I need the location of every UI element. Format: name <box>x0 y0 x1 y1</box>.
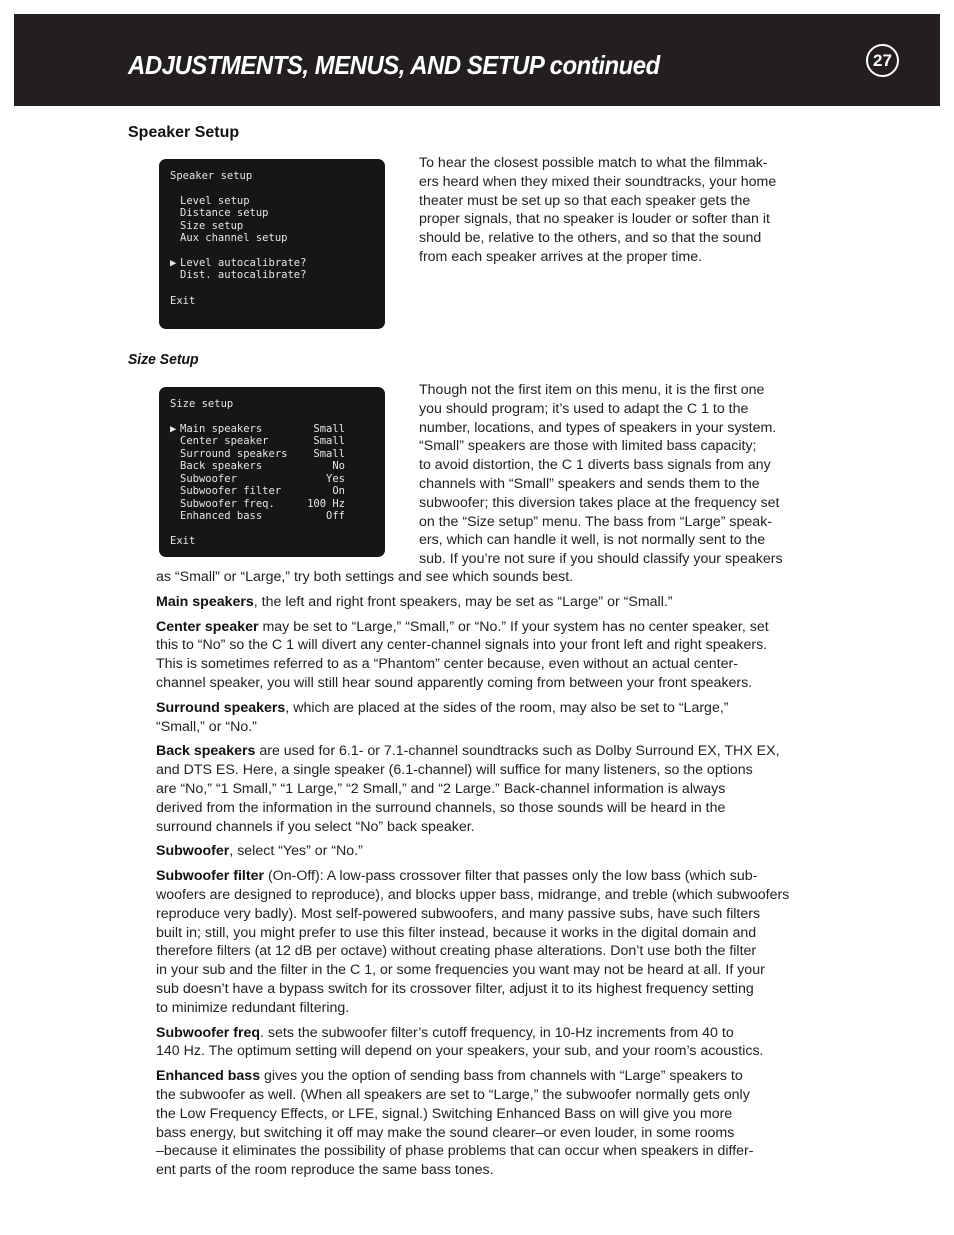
text-line: sub. If you’re not sure if you should classify your speakers <box>419 551 783 568</box>
text-line: , the left and right front speakers, may be set as “Large” or “Small.” <box>253 593 673 610</box>
text-line: gives you the option of sending bass from channels with “Large” speakers to <box>260 1068 743 1085</box>
text-line: 140 Hz. The optimum setting will depend on your speakers, your sub, and your room’s acoustics. <box>156 1043 764 1060</box>
back-speakers-paragraph <box>156 742 836 836</box>
size-setup-heading: Size Setup <box>128 351 199 368</box>
term: Enhanced bass <box>156 1068 261 1085</box>
size-setup-body <box>156 568 836 1186</box>
page-header <box>14 14 940 106</box>
speaker-setup-heading: Speaker Setup <box>128 124 240 141</box>
text-line: to avoid distortion, the C 1 diverts bass signals from any <box>419 457 771 474</box>
text-line: number, locations, and types of speakers in your system. <box>419 419 777 436</box>
menu-row-label: Main speakers <box>180 423 263 435</box>
menu-row-label: Subwoofer filter <box>180 485 282 497</box>
text-line: this to “No” so the C 1 will divert any center-channel signals into your front left and right speakers. <box>156 637 768 654</box>
text-line: , which are placed at the sides of the room, may also be set to “Large,” <box>285 699 729 716</box>
main-speakers-paragraph <box>156 593 836 612</box>
text-line: channel speaker, you will still hear sound apparently coming from between your front speakers. <box>156 674 753 691</box>
menu-row-label: Surround speakers <box>180 448 288 460</box>
size-setup-intro <box>419 381 829 569</box>
menu-title: Size setup <box>170 398 234 410</box>
menu-exit: Exit <box>170 295 196 307</box>
text-line: surround channels if you select “No” back speaker. <box>156 818 475 835</box>
text-line: (On-Off): A low-pass crossover filter that passes only the low bass (which sub- <box>264 868 758 885</box>
text-line: are “No,” “1 Small,” “1 Large,” “2 Small,” and “2 Large.” Back-channel information is always <box>156 780 726 797</box>
text-line: “Small,” or “No.” <box>156 718 257 735</box>
menu-row-value: Yes <box>326 473 345 485</box>
menu-item-dist-autocalibrate: Dist. autocalibrate? <box>180 269 307 281</box>
text-line: Though not the first item on this menu, it is the first one <box>419 382 765 398</box>
text-line: in your sub and the filter in the C 1, or some frequencies you want may not be heard at all. If your <box>156 962 765 979</box>
text-line: This is sometimes referred to as a “Phantom” center because, even without an actual center- <box>156 656 738 673</box>
text-line: therefore filters (at 12 dB per octave) without creating phase alterations. Don’t use both the filter <box>156 943 757 960</box>
text-line: sub doesn’t have a bypass switch for its crossover filter, adjust it to its highest frequency setting <box>156 980 754 997</box>
text-line: theater must be set up so that each speaker gets the <box>419 192 751 209</box>
text-line: ers heard when they mixed their soundtracks, your home <box>419 173 777 190</box>
menu-row-value: Off <box>326 510 345 522</box>
text-line: , select “Yes” or “No.” <box>229 843 363 860</box>
subwoofer-freq-paragraph <box>156 1024 836 1062</box>
text-line: woofers are designed to reproduce), and blocks upper bass, midrange, and treble (which subwoofers <box>156 886 790 903</box>
menu-exit: Exit <box>170 535 196 547</box>
text-line: channels with “Small” speakers and sends them to the <box>419 475 760 492</box>
text-line: “Small” speakers are those with limited bass capacity; <box>419 438 757 455</box>
text-line: derived from the information in the surround channels, so those sounds will be heard in the <box>156 799 726 816</box>
page-number-badge: 27 <box>866 44 899 77</box>
text-line: ent parts of the room reproduce the same bass tones. <box>156 1162 494 1179</box>
text-line: –because it eliminates the possibility of phase problems that can occur when speakers in differ- <box>156 1143 754 1160</box>
menu-selection-cursor-icon: ▶ <box>170 257 177 269</box>
text-line: should be, relative to the others, and so that the sound <box>419 230 762 247</box>
page-title: ADJUSTMENTS, MENUS, AND SETUP continued <box>128 50 660 80</box>
menu-row-value: Small <box>313 423 345 435</box>
text-line: you should program; it’s used to adapt the C 1 to the <box>419 400 749 417</box>
term: Center speaker <box>156 618 259 635</box>
size-setup-menu-screen <box>159 387 385 557</box>
text-line: . sets the subwoofer filter’s cutoff frequency, in 10-Hz increments from 40 to <box>260 1024 734 1041</box>
text-line: on the “Size setup” menu. The bass from “Large” speak- <box>419 513 773 530</box>
menu-item-distance-setup: Distance setup <box>180 207 269 219</box>
term: Subwoofer filter <box>156 868 264 885</box>
subwoofer-paragraph <box>156 842 836 861</box>
term: Main speakers <box>156 593 254 610</box>
text-line: proper signals, that no speaker is louder or softer than it <box>419 211 770 228</box>
text-line: and DTS ES. Here, a single speaker (6.1-channel) will suffice for many listeners, so the options <box>156 762 753 779</box>
text-line: from each speaker arrives at the proper time. <box>419 248 703 265</box>
surround-speakers-paragraph <box>156 699 836 737</box>
menu-item-size-setup: Size setup <box>180 220 244 232</box>
menu-row-label: Center speaker <box>180 435 269 447</box>
text-line: are used for 6.1- or 7.1-channel soundtracks such as Dolby Surround EX, THX EX, <box>255 743 780 760</box>
menu-item-aux-channel-setup: Aux channel setup <box>180 232 288 244</box>
menu-item-level-setup: Level setup <box>180 195 250 207</box>
text-line: bass energy, but switching it off may make the sound clearer–or even louder, in some rooms <box>156 1124 735 1141</box>
term: Subwoofer <box>156 843 230 860</box>
speaker-setup-intro <box>419 154 829 267</box>
menu-row-label: Enhanced bass <box>180 510 263 522</box>
term: Back speakers <box>156 743 256 760</box>
text-line: subwoofer; this diversion takes place at the frequency set <box>419 494 780 511</box>
text-line: the Low Frequency Effects, or LFE, signal.) Switching Enhanced Bass on will give you more <box>156 1105 733 1122</box>
menu-selection-cursor-icon: ▶ <box>170 423 177 435</box>
menu-row-label: Subwoofer <box>180 473 237 485</box>
center-speaker-paragraph <box>156 618 836 693</box>
text-line: may be set to “Large,” “Small,” or “No.” If your system has no center speaker, set <box>258 618 769 635</box>
text-line: built in; still, you might prefer to use this filter instead, because it works in the digital domain and <box>156 924 757 941</box>
speaker-setup-menu-screen <box>159 159 385 329</box>
menu-row-value: Small <box>313 435 345 447</box>
enhanced-bass-paragraph <box>156 1067 836 1180</box>
subwoofer-filter-paragraph <box>156 867 836 1017</box>
menu-row-label: Subwoofer freq. <box>180 498 275 510</box>
size-setup-intro-tail <box>156 568 836 587</box>
term: Subwoofer freq <box>156 1024 261 1041</box>
text-line: ers, which can handle it well, is not normally sent to the <box>419 532 766 549</box>
text-line: as “Small” or “Large,” try both settings and see which sounds best. <box>156 569 574 585</box>
text-line: to minimize redundant filtering. <box>156 999 350 1016</box>
menu-row-label: Back speakers <box>180 460 263 472</box>
menu-row-value: On <box>332 485 345 497</box>
menu-item-level-autocalibrate: Level autocalibrate? <box>180 257 307 269</box>
menu-title: Speaker setup <box>170 170 253 182</box>
text-line: To hear the closest possible match to what the filmmak- <box>419 155 768 171</box>
text-line: reproduce very badly). Most self-powered subwoofers, and many passive subs, have such filters <box>156 905 761 922</box>
menu-row-value: Small <box>313 448 345 460</box>
term: Surround speakers <box>156 699 286 716</box>
text-line: the subwoofer as well. (When all speakers are set to “Large,” the subwoofer normally gets only <box>156 1086 750 1103</box>
menu-row-value: No <box>332 460 345 472</box>
menu-row-value: 100 Hz <box>307 498 345 510</box>
